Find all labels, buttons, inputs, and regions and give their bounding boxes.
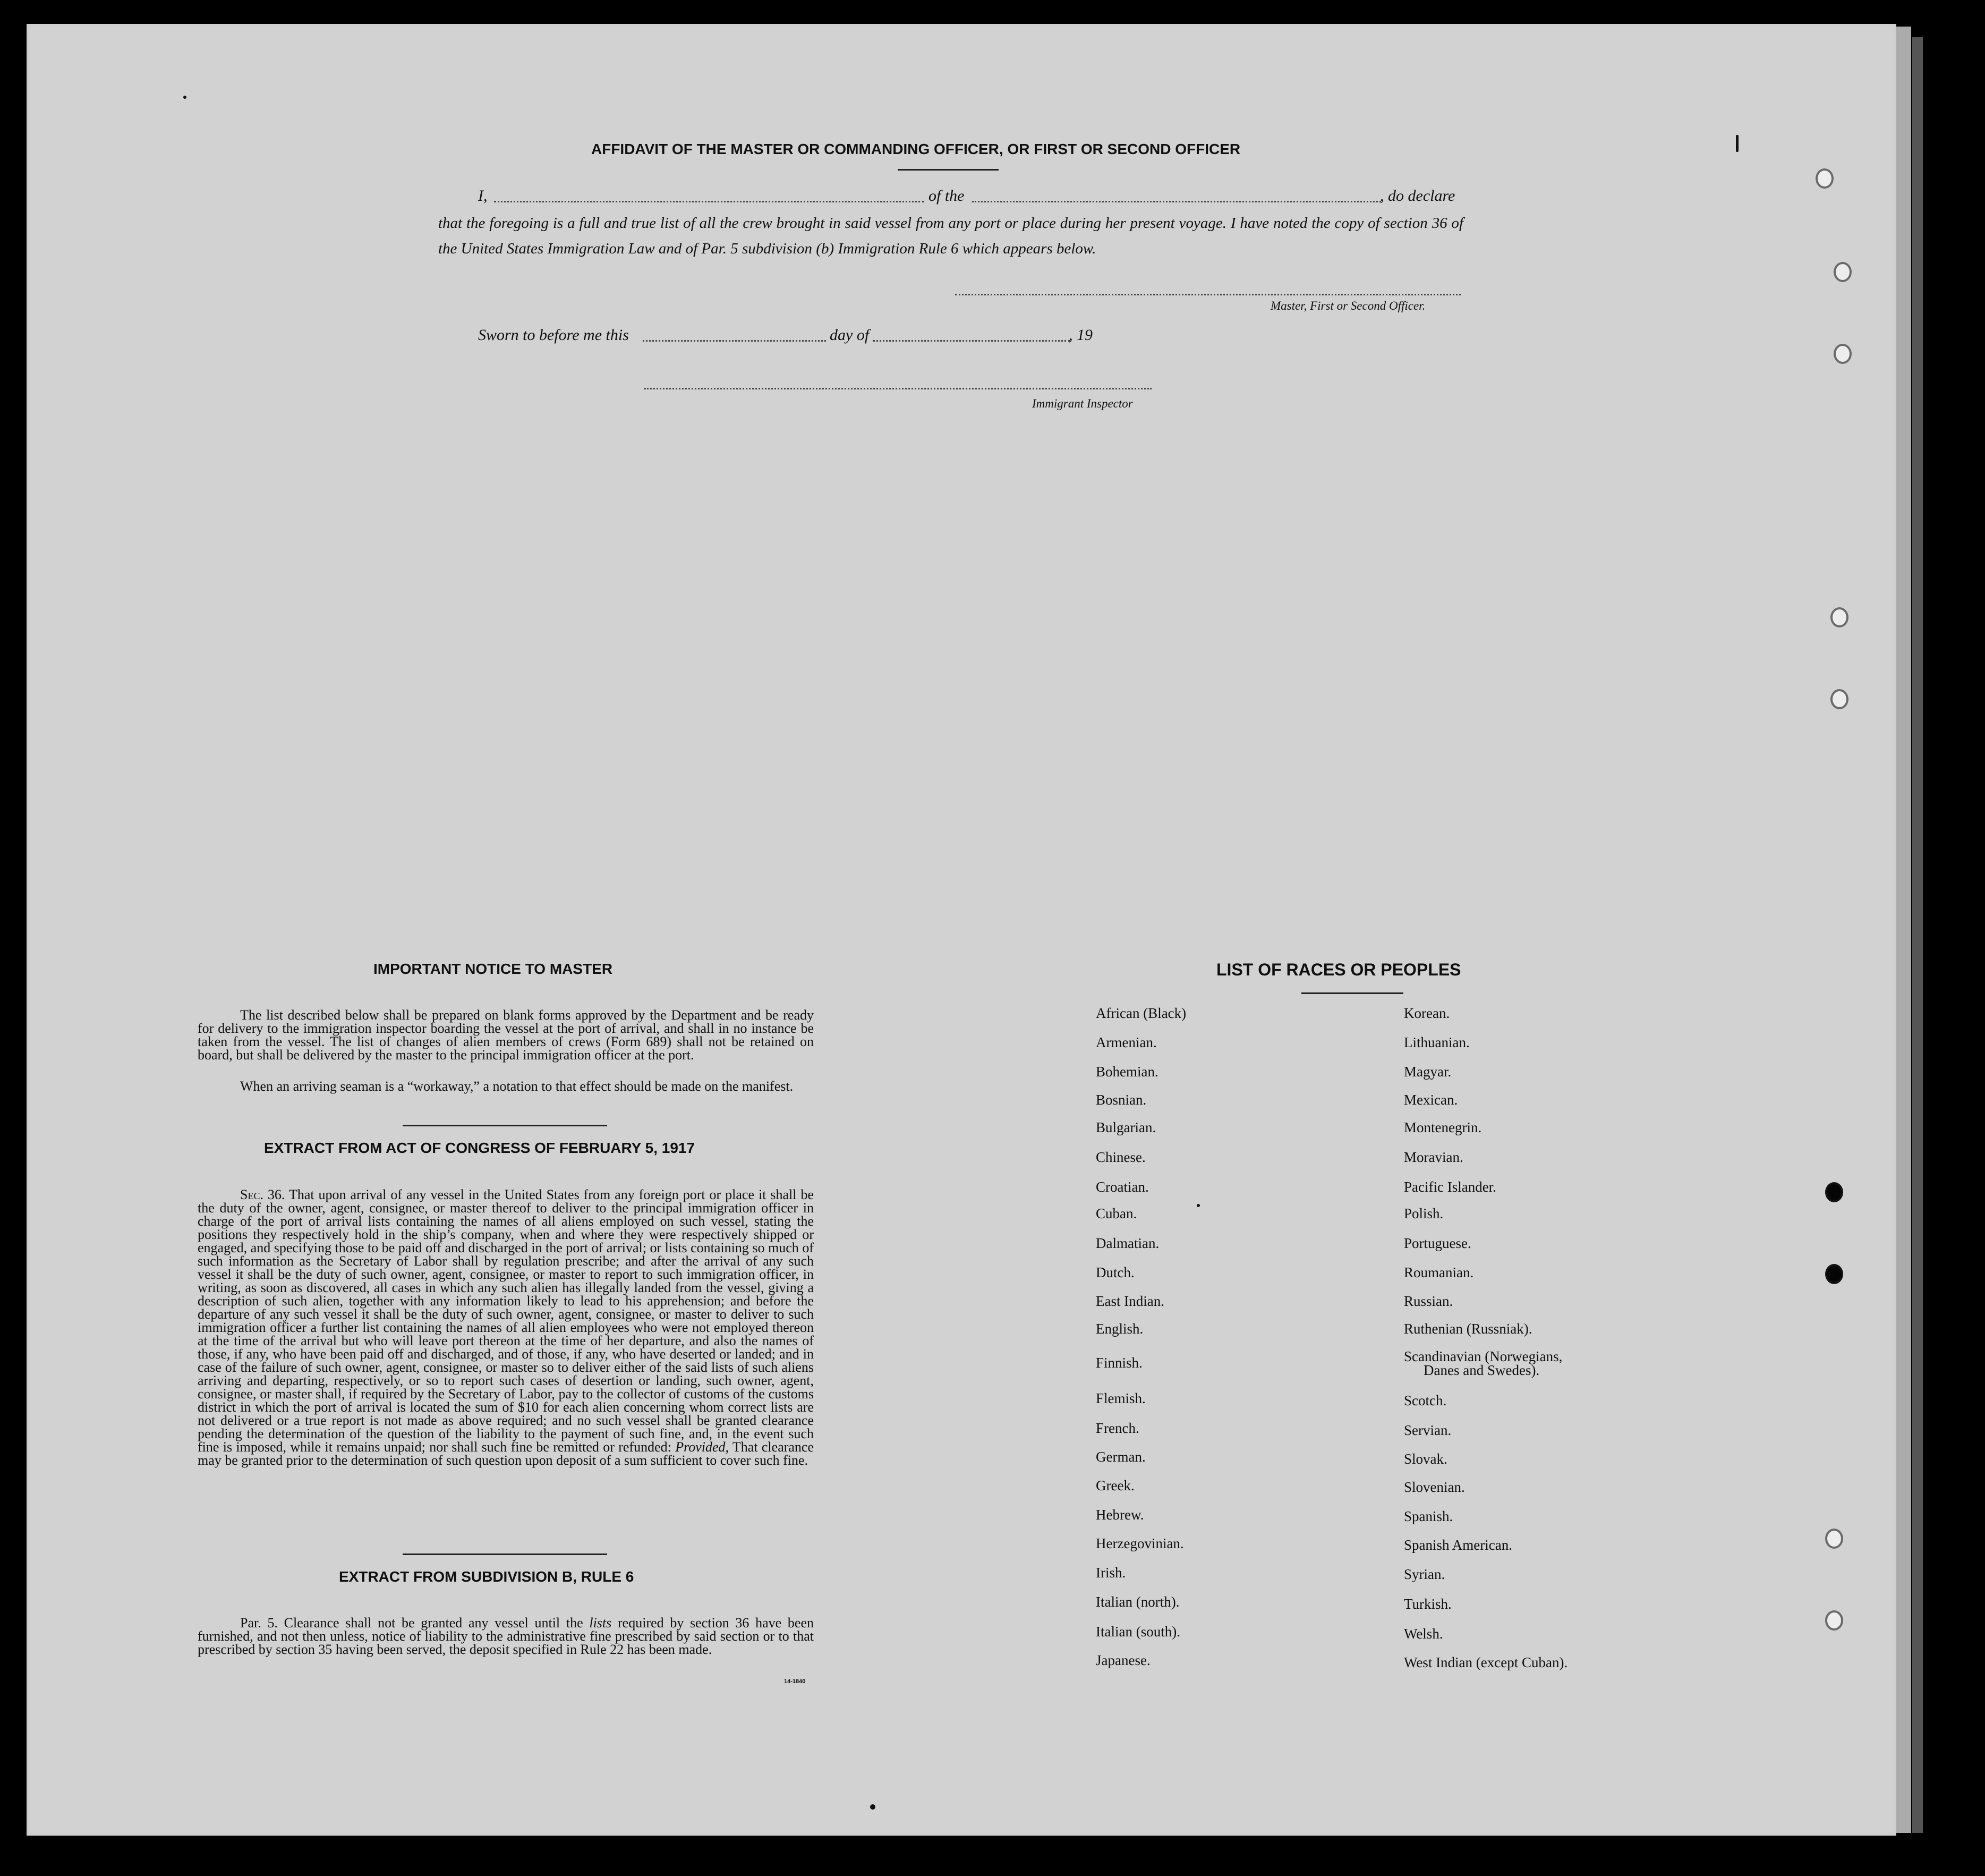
extract-act-title: EXTRACT FROM ACT OF CONGRESS OF FEBRUARY 5, 1917 [264, 1140, 695, 1156]
section-divider [403, 1554, 607, 1555]
sworn-start: Sworn to before me this [478, 326, 629, 344]
race-item-continuation: Danes and Swedes). [1424, 1362, 1540, 1378]
ink-speck [870, 1804, 875, 1810]
race-item: Italian (south). [1096, 1624, 1180, 1640]
binder-hole [1825, 1610, 1843, 1631]
race-item: Servian. [1404, 1422, 1452, 1438]
affidavit-body: that the foregoing is a full and true list of all the crew brought in said vessel from any port or place during her present voyage. I have noted the copy of section 36 of the United States Immigration Law and of Par. 5 subdivision (b) Immigration Rule 6 which appears below. [438, 215, 1463, 257]
race-item: Roumanian. [1404, 1264, 1474, 1280]
page-edge-shadow [1912, 37, 1923, 1833]
race-item: West Indian (except Cuban). [1404, 1654, 1568, 1670]
race-item: German. [1096, 1449, 1146, 1465]
race-item: Spanish. [1404, 1508, 1453, 1524]
binder-hole [1834, 344, 1852, 364]
binder-hole [1830, 689, 1848, 709]
officer-signature-line[interactable] [955, 294, 1461, 295]
race-item: English. [1096, 1321, 1144, 1337]
binder-hole [1825, 1264, 1843, 1284]
race-item: Slovenian. [1404, 1479, 1465, 1495]
race-item: French. [1096, 1420, 1139, 1436]
sworn-end: , 19 [1069, 326, 1093, 344]
race-item: Mexican. [1404, 1092, 1458, 1108]
races-title: LIST OF RACES OR PEOPLES [1216, 960, 1461, 979]
race-item: Italian (north). [1096, 1594, 1180, 1610]
race-item: Dalmatian. [1096, 1235, 1160, 1251]
binder-hole [1825, 1529, 1843, 1549]
race-item: Ruthenian (Russniak). [1404, 1321, 1532, 1337]
ink-speck [1736, 135, 1739, 152]
form-number: 14-1840 [784, 1678, 806, 1685]
name-blank[interactable] [494, 201, 924, 202]
race-item: Scandinavian (Norwegians, [1404, 1348, 1563, 1364]
ink-speck [1197, 1204, 1200, 1207]
race-item: Lithuanian. [1404, 1034, 1470, 1050]
officer-signature-label: Master, First or Second Officer. [1271, 299, 1426, 312]
race-item: Irish. [1096, 1565, 1126, 1581]
vessel-blank[interactable] [972, 201, 1381, 202]
race-item: Welsh. [1404, 1626, 1443, 1642]
section-divider [403, 1125, 607, 1126]
race-item: Syrian. [1404, 1566, 1445, 1582]
race-item: Hebrew. [1096, 1507, 1144, 1523]
race-item: Greek. [1096, 1478, 1135, 1493]
extract-act-text [198, 1188, 814, 1467]
provided-word: Provided, [675, 1439, 729, 1455]
race-item: Finnish. [1096, 1355, 1143, 1371]
race-item: Montenegrin. [1404, 1119, 1482, 1135]
race-item: Spanish American. [1404, 1537, 1512, 1553]
race-item: Bulgarian. [1096, 1119, 1156, 1135]
section-36-text: That upon arrival of any vessel in the United States from any foreign port or place it shall be the duty of the owner, agent, consignee, or master thereof to deliver to the principal immigration officer in charge of the port of arrival lists containing the names of all aliens employed on such vessel, stating the positions they respectively hold in the ship’s company, when and where they were respectively shipped or engaged, and specifying those to be paid off and discharged in the port of arrival; or lists containing so much of such information as the Secretary of Labor shall by regulation prescribe; and after the arrival of any such vessel it shall be the duty of such owner, agent, consignee, or master to report to such immigration officer, in writing, as soon as discovered, all cases in which any such alien has illegally landed from the vessel, giving a description of such alien, together with any information likely to lead to his apprehension; and before the departure of any such vessel it shall be the duty of such owner, agent, consignee, or master to deliver to such immigration officer a further list containing the names of all alien employees who were not employed thereon at the time of the arrival but who will leave port thereon at the time of her departure, and also the names of those, if any, who have been paid off and discharged, and of those, if any, who have deserted or landed; and in case of the failure of such owner, agent, consignee, or master so to deliver either of the said lists of such aliens arriving and departing, respectively, or so to report such cases of desertion or landing, such owner, agent, consignee, or master shall, if required by the Secretary of Labor, pay to the collector of customs of the customs district in which the port of arrival is located the sum of $10 for each alien concerning whom correct lists are not delivered or a true report is not made as above required; and no such vessel shall be granted clearance pending the determination of the question of the liability to the payment of such fine, and, in the event such fine is imposed, while it remains unpaid; nor shall such fine be remitted or refunded: [198, 1187, 814, 1455]
race-item: Bohemian. [1096, 1064, 1158, 1080]
race-item: Turkish. [1404, 1596, 1452, 1612]
race-item: Scotch. [1404, 1393, 1447, 1408]
race-item: Polish. [1404, 1206, 1444, 1221]
sworn-month-blank[interactable] [873, 340, 1070, 342]
binder-hole [1825, 1182, 1843, 1202]
lists-word: lists [589, 1615, 612, 1631]
inspector-signature-line[interactable] [644, 388, 1152, 389]
sworn-day-blank[interactable] [643, 340, 826, 342]
race-item: Moravian. [1404, 1149, 1463, 1165]
race-item: Portuguese. [1404, 1235, 1471, 1251]
notice-title: IMPORTANT NOTICE TO MASTER [373, 961, 613, 977]
notice-paragraph-2 [198, 1080, 814, 1093]
race-item: Magyar. [1404, 1064, 1452, 1080]
race-item: Bosnian. [1096, 1092, 1147, 1108]
races-title-underline [1301, 992, 1403, 994]
race-item: Pacific Islander. [1404, 1179, 1496, 1195]
affidavit-title: AFFIDAVIT OF THE MASTER OR COMMANDING OFFICER, OR FIRST OR SECOND OFFICER [591, 141, 1241, 157]
extract-rule-text [198, 1616, 814, 1656]
section-36-text-end: That clearance may be granted prior to the determination of such question upon deposit of a sum sufficient to cover such fine. [198, 1439, 814, 1468]
affidavit-line1-start: I, [478, 187, 488, 205]
extract-rule-title: EXTRACT FROM SUBDIVISION B, RULE 6 [339, 1568, 634, 1585]
race-item: East Indian. [1096, 1293, 1164, 1309]
sworn-mid: day of [830, 326, 870, 344]
race-item: Herzegovinian. [1096, 1535, 1184, 1551]
affidavit-line1-mid: of the [928, 187, 965, 205]
race-item: Chinese. [1096, 1149, 1146, 1165]
section-label: Sec. 36. [240, 1187, 285, 1202]
notice-para2: When an arriving seaman is a “workaway,” a notation to that effect should be made on the manifest. [240, 1079, 794, 1094]
ink-speck [183, 96, 186, 99]
race-item: Croatian. [1096, 1179, 1149, 1195]
race-item: African (Black) [1096, 1005, 1187, 1021]
race-item: Dutch. [1096, 1264, 1135, 1280]
race-item: Slovak. [1404, 1451, 1447, 1467]
affidavit-line1-end: , do declare [1380, 187, 1455, 205]
race-item: Flemish. [1096, 1390, 1146, 1406]
binder-hole [1816, 168, 1834, 189]
race-item: Japanese. [1096, 1652, 1151, 1668]
inspector-label: Immigrant Inspector [1032, 397, 1133, 410]
document-page [27, 24, 1896, 1836]
title-underline [898, 169, 999, 171]
rule-text-end: required by section 36 have been furnished, and not then unless, notice of liability to the administrative fine prescribed by said section or to that prescribed by section 35 having been served, the deposit specified in Rule 22 has been made. [198, 1615, 814, 1657]
race-item: Armenian. [1096, 1034, 1157, 1050]
rule-text-start: Par. 5. Clearance shall not be granted any vessel until the [240, 1615, 583, 1631]
race-item: Russian. [1404, 1293, 1453, 1309]
race-item: Korean. [1404, 1005, 1450, 1021]
binder-hole [1834, 262, 1852, 282]
notice-paragraph [198, 1008, 814, 1062]
page-edge [1896, 27, 1911, 1833]
race-item: Cuban. [1096, 1206, 1137, 1221]
binder-hole [1830, 607, 1848, 627]
notice-para1: The list described below shall be prepared on blank forms approved by the Department and be ready for delivery to the immigration inspector boarding the vessel at the port of arrival, and shall in no instance be taken from the vessel. The list of changes of alien members of crews (Form 689) shall not be retained on board, but shall be delivered by the master to the principal immigration officer at the port. [198, 1007, 814, 1063]
